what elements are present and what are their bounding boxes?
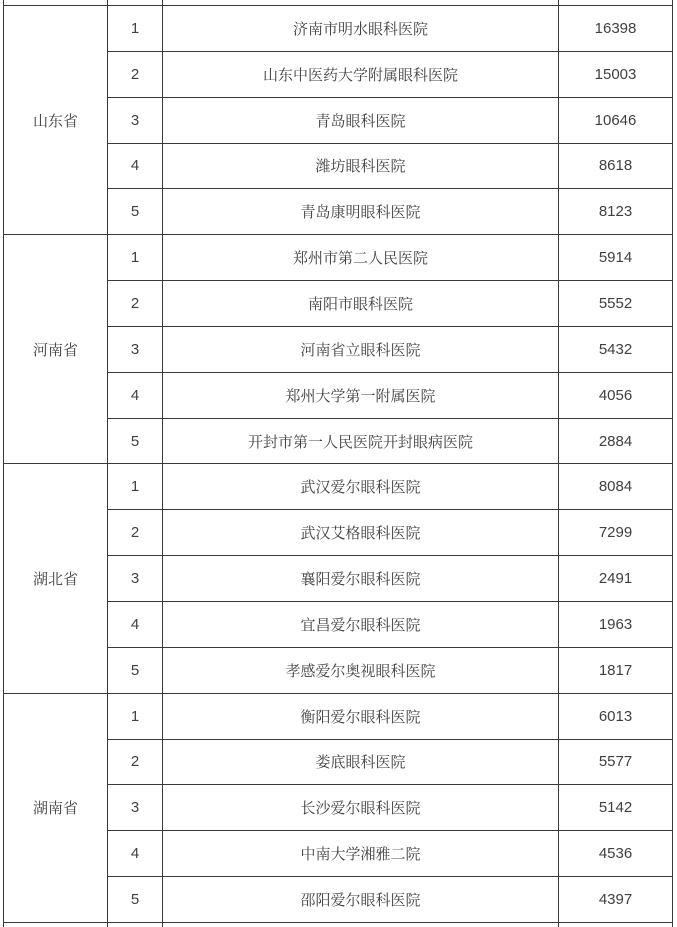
value-cell: 4056 [559,372,673,418]
hospital-cell: 宜昌爱尔眼科医院 [163,601,559,647]
hospital-cell: 长沙爱尔眼科医院 [163,785,559,831]
rank-cell: 3 [108,97,163,143]
hospital-cell: 郑州市第二人民医院 [163,235,559,281]
province-section-shandong [4,6,673,235]
rank-cell: 1 [108,693,163,739]
rank-cell: 5 [108,189,163,235]
hospital-cell: 中南大学湘雅二院 [163,831,559,877]
hospital-cell: 潍坊眼科医院 [163,143,559,189]
rank-cell: 2 [108,739,163,785]
rank-cell: 4 [108,372,163,418]
province-cell: 河南省 [4,235,108,464]
rank-cell: 3 [108,785,163,831]
value-cell: 8618 [559,143,673,189]
value-cell: 16398 [559,6,673,52]
rank-cell: 2 [108,510,163,556]
value-cell: 4397 [559,877,673,923]
province-cell: 湖北省 [4,464,108,693]
province-section-hunan [4,693,673,922]
value-cell: 1963 [559,601,673,647]
value-cell [559,922,673,927]
rank-cell: 3 [108,326,163,372]
rank-cell: 5 [108,877,163,923]
rank-cell: 4 [108,831,163,877]
value-cell: 5552 [559,281,673,327]
value-cell: 8123 [559,189,673,235]
hospital-cell: 济南市明水眼科医院 [163,6,559,52]
hospital-cell: 襄阳爱尔眼科医院 [163,556,559,602]
rank-cell: 4 [108,601,163,647]
value-cell: 5577 [559,739,673,785]
rank-cell: 5 [108,418,163,464]
hospital-cell: 山东中医药大学附属眼科医院 [163,51,559,97]
value-cell: 1817 [559,647,673,693]
rank-cell: 2 [108,51,163,97]
value-cell: 8084 [559,464,673,510]
rank-cell: 1 [108,235,163,281]
rank-cell: 1 [108,464,163,510]
province-cell [4,922,108,927]
hospital-cell: 南阳市眼科医院 [163,281,559,327]
value-cell: 6013 [559,693,673,739]
table-row [4,693,673,739]
value-cell: 5142 [559,785,673,831]
hospital-cell: 娄底眼科医院 [163,739,559,785]
rank-cell: 5 [108,647,163,693]
hospital-cell [163,922,559,927]
value-cell: 5914 [559,235,673,281]
table-row [4,464,673,510]
value-cell: 2884 [559,418,673,464]
hospital-cell: 开封市第一人民医院开封眼病医院 [163,418,559,464]
province-cell: 湖南省 [4,693,108,922]
hospital-ranking-table [3,0,673,927]
clipped-row-bottom [4,922,673,927]
hospital-cell: 河南省立眼科医院 [163,326,559,372]
value-cell: 5432 [559,326,673,372]
table-row [4,235,673,281]
hospital-cell: 青岛眼科医院 [163,97,559,143]
province-section-henan [4,235,673,464]
hospital-cell: 武汉艾格眼科医院 [163,510,559,556]
rank-cell: 2 [108,281,163,327]
hospital-cell: 郑州大学第一附属医院 [163,372,559,418]
province-cell: 山东省 [4,6,108,235]
hospital-cell: 孝感爱尔奥视眼科医院 [163,647,559,693]
value-cell: 4536 [559,831,673,877]
table-row [4,6,673,52]
rank-cell: 1 [108,6,163,52]
rank-cell: 4 [108,143,163,189]
rank-cell [108,922,163,927]
hospital-cell: 邵阳爱尔眼科医院 [163,877,559,923]
hospital-cell: 衡阳爱尔眼科医院 [163,693,559,739]
value-cell: 2491 [559,556,673,602]
hospital-cell: 武汉爱尔眼科医院 [163,464,559,510]
value-cell: 15003 [559,51,673,97]
value-cell: 7299 [559,510,673,556]
table-row [4,922,673,927]
value-cell: 10646 [559,97,673,143]
rank-cell: 3 [108,556,163,602]
province-section-hubei [4,464,673,693]
hospital-cell: 青岛康明眼科医院 [163,189,559,235]
